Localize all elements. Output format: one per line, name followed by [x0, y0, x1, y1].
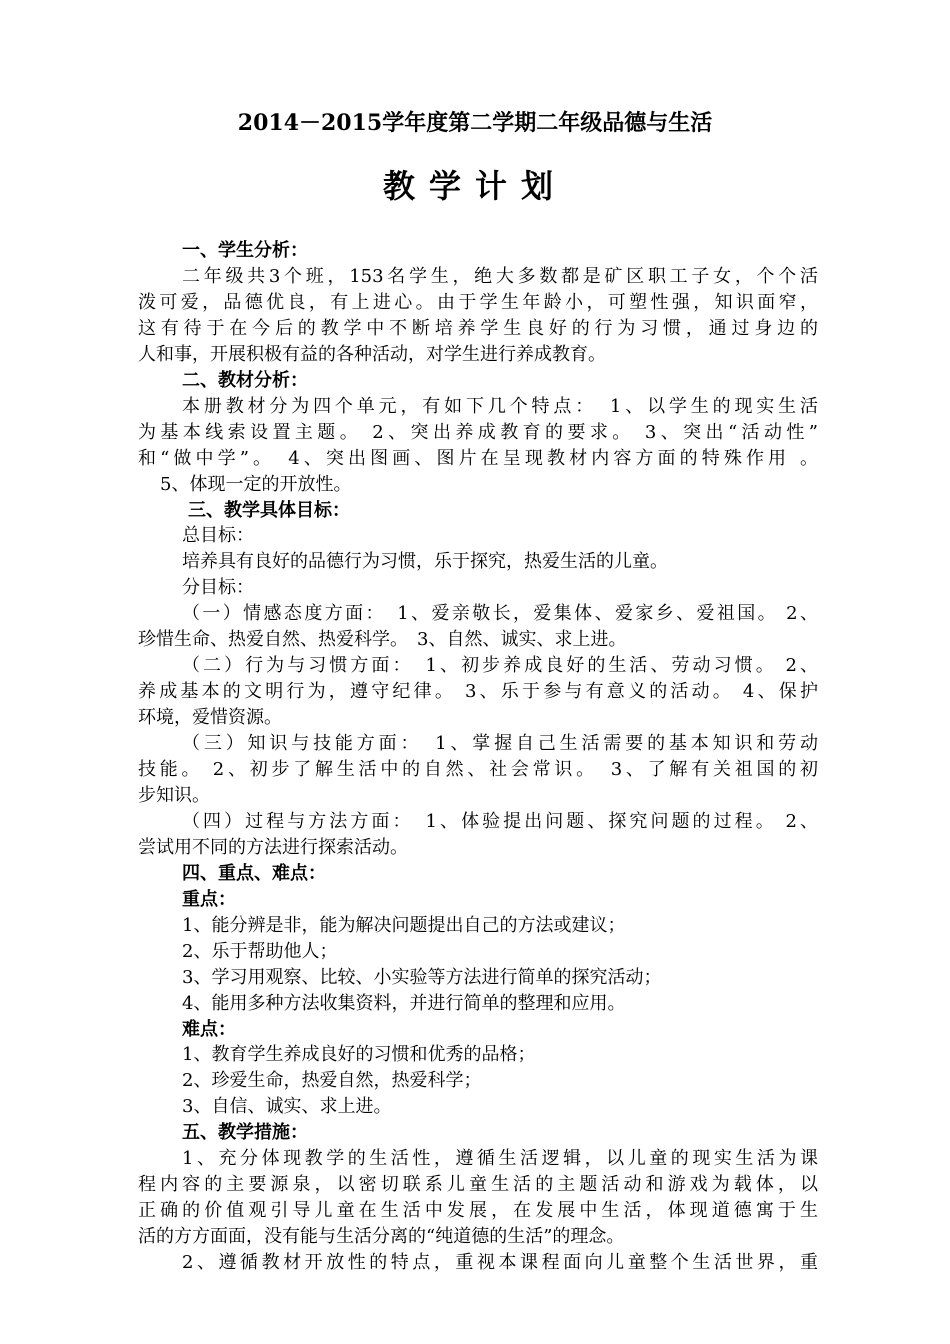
body-line: 步知识。	[138, 785, 210, 806]
section-heading: 二、教材分析：	[182, 370, 308, 391]
body-line: 二年级共3个班，153名学生，绝大多数都是矿区职工子女，个个活	[182, 266, 818, 287]
body-line: 尝试用不同的方法进行探索活动。	[138, 837, 408, 858]
body-line: （一）情感态度方面： 1、爱亲敬长，爱集体、爱家乡、爱祖国。 2、	[182, 603, 818, 624]
document-title: 2014－2015学年度第二学期二年级品德与生活	[237, 110, 713, 136]
body-line: 活的方方面面，没有能与生活分离的“纯道德的生活”的理念。	[138, 1226, 625, 1247]
body-line: 2、遵循教材开放性的特点，重视本课程面向儿童整个生活世界，重	[182, 1252, 818, 1273]
section-heading: 三、教学具体目标：	[188, 500, 350, 521]
body-line: 养成基本的文明行为，遵守纪律。 3、乐于参与有意义的活动。 4、保护	[138, 681, 818, 702]
body-line: 泼可爱，品德优良，有上进心。由于学生年龄小，可塑性强，知识面窄，	[138, 292, 818, 313]
body-line: 3、自信、诚实、求上进。	[182, 1096, 392, 1117]
body-line: 这有待于在今后的教学中不断培养学生良好的行为习惯，通过身边的	[138, 318, 818, 339]
body-line: 人和事，开展积极有益的各种活动，对学生进行养成教育。	[138, 344, 606, 365]
section-heading: 五、教学措施：	[182, 1122, 308, 1143]
body-line: 和“做中学”。 4、突出图画、图片在呈现教材内容方面的特殊作用 。	[138, 448, 818, 469]
body-line: （二）行为与习惯方面： 1、初步养成良好的生活、劳动习惯。 2、	[182, 655, 818, 676]
body-line: （三）知识与技能方面： 1、掌握自己生活需要的基本知识和劳动	[182, 733, 818, 754]
body-line: 为基本线索设置主题。 2、突出养成教育的要求。 3、突出“活动性”	[138, 422, 818, 443]
section-heading: 一、学生分析：	[182, 240, 308, 261]
body-line: 4、能用多种方法收集资料，并进行简单的整理和应用。	[182, 993, 626, 1014]
body-line: 总目标：	[182, 525, 254, 546]
body-line: 2、乐于帮助他人；	[182, 941, 338, 962]
document-subtitle: 教学计划	[382, 167, 567, 205]
body-line: （四）过程与方法方面： 1、体验提出问题、探究问题的过程。 2、	[182, 811, 818, 832]
body-line: 技能。 2、初步了解生活中的自然、社会常识。 3、了解有关祖国的初	[138, 759, 818, 780]
body-line: 3、学习用观察、比较、小实验等方法进行简单的探究活动；	[182, 967, 662, 988]
section-heading: 四、重点、难点：	[182, 863, 326, 884]
body-line: 1、能分辨是非，能为解决问题提出自己的方法或建议；	[182, 915, 626, 936]
section-heading: 难点：	[182, 1019, 236, 1040]
body-line: 培养具有良好的品德行为习惯，乐于探究，热爱生活的儿童。	[182, 551, 668, 572]
body-line: 5、体现一定的开放性。	[160, 474, 352, 495]
body-line: 1、充分体现教学的生活性，遵循生活逻辑，以儿童的现实生活为课	[182, 1148, 818, 1169]
body-line: 本册教材分为四个单元，有如下几个特点： 1、以学生的现实生活	[182, 396, 818, 417]
section-heading: 重点：	[182, 889, 236, 910]
body-line: 程内容的主要源泉，以密切联系儿童生活的主题活动和游戏为载体，以	[138, 1174, 818, 1195]
body-line: 1、教育学生养成良好的习惯和优秀的品格；	[182, 1044, 536, 1065]
body-line: 正确的价值观引导儿童在生活中发展，在发展中生活，体现道德寓于生	[138, 1200, 818, 1221]
body-line: 2、珍爱生命，热爱自然，热爱科学；	[182, 1070, 482, 1091]
body-line: 环境，爱惜资源。	[138, 707, 282, 728]
body-line: 珍惜生命、热爱自然、热爱科学。 3、自然、诚实、求上进。	[138, 629, 627, 650]
body-line: 分目标：	[182, 577, 254, 598]
